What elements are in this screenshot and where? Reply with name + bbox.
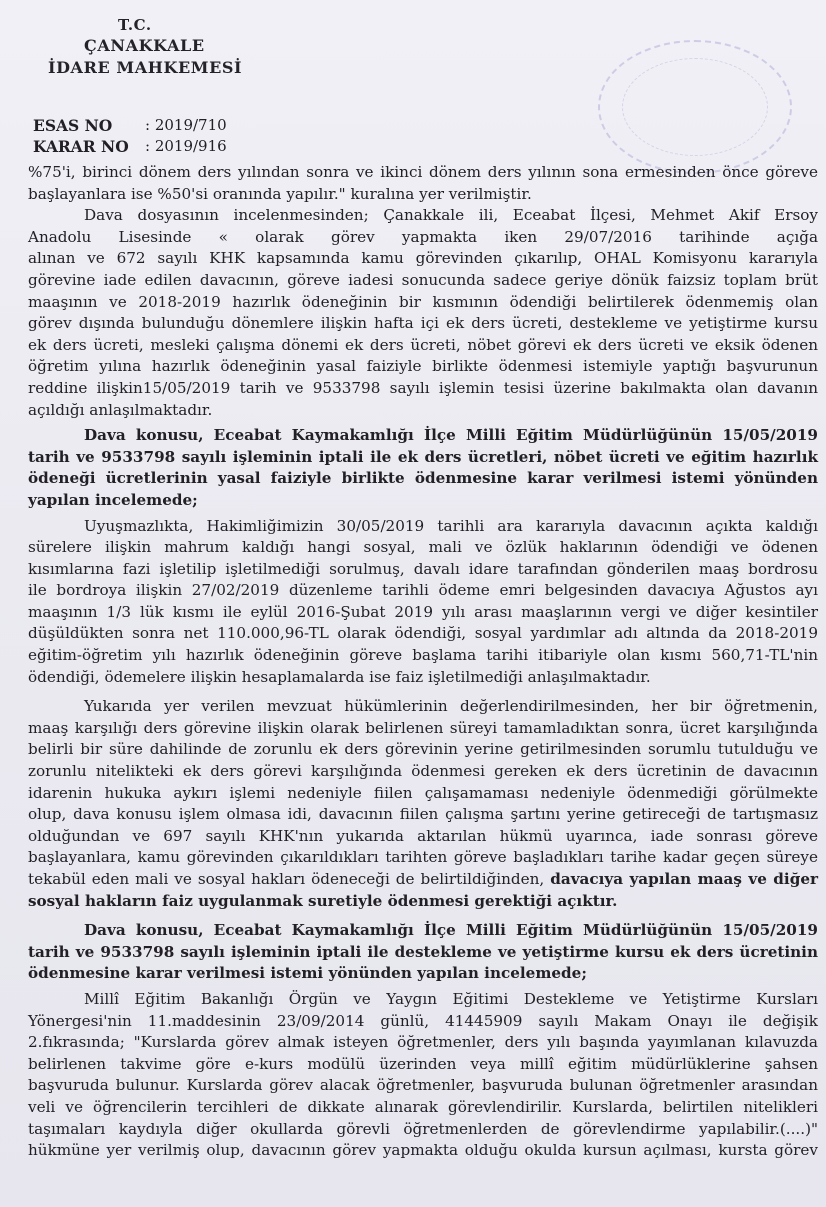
text-line <box>28 400 818 422</box>
text-line <box>28 718 818 740</box>
header-city: ÇANAKKALE <box>84 36 205 55</box>
text-line-content: açıldığı anlaşılmaktadır. <box>28 400 213 419</box>
text-line-content: reddine ilişkin15/05/2019 tarih ve 9533798 sayılı işlemin tesisi üzerine bakılmakta olan davanın <box>28 378 818 397</box>
text-line-content: tarih ve 9533798 sayılı işleminin iptali ile ek ders ücretleri, nöbet ücreti ve eğitim hazırlık <box>28 447 818 466</box>
document-body <box>28 162 818 1162</box>
text-line <box>28 356 818 378</box>
text-line <box>28 516 818 538</box>
text-line <box>28 602 818 624</box>
text-line <box>28 826 818 848</box>
text-line <box>28 468 818 490</box>
text-line <box>28 942 818 964</box>
header-court: İDARE MAHKEMESİ <box>48 58 243 77</box>
text-line <box>28 580 818 602</box>
text-line-bold-tail: davacıya yapılan maaş ve diğer <box>550 870 818 888</box>
text-line-content: olup, dava konusu işlem olmasa idi, davacının fiilen çalışma şartını yerine getireceği de tartışmasız <box>28 805 818 824</box>
text-line <box>28 920 818 942</box>
text-line-content: eğitim-öğretim yılı hazırlık ödeneğinin göreve başlama tarihi itibariyle olan kısmı 560,71-TL'nin <box>28 646 818 665</box>
text-line-content: Dava dosyasının incelenmesinden; Çanakkale ili, Eceabat İlçesi, Mehmet Akif Ersoy <box>84 206 818 225</box>
text-line-content: Yönergesi'nin 11.maddesinin 23/09/2014 günlü, 41445909 sayılı Makam Onayı ile değişik <box>28 1011 818 1030</box>
text-line-content: maaşının ve 2018-2019 hazırlık ödeneğinin bir kısmının ödendiği belirtilerek ödenmemiş olan <box>28 292 818 311</box>
text-line-content: maaşının 1/3 lük kısmı ile eylül 2016-Şubat 2019 yılı arası maaşlarının vergi ve diğer kesintiler <box>28 602 818 621</box>
text-line <box>28 1011 818 1033</box>
text-line-content: Anadolu Lisesinde « olarak görev yapmakta iken 29/07/2016 tarihinde açığa <box>28 227 818 246</box>
text-line-content: maaş karşılığı ders görevine ilişkin olarak belirlenen süreyi tamamladıktan sonra, ücret karşılığında <box>28 718 818 737</box>
text-line <box>28 537 818 559</box>
karar-no-label: KARAR NO <box>33 137 129 156</box>
text-line <box>28 447 818 469</box>
text-line-content: kısımlarına fazi işletilip işletilmediği sorulmuş, davalı idare tarafından gönderilen maaş bordrosu <box>28 559 818 578</box>
text-line <box>28 162 818 184</box>
text-line <box>28 425 818 447</box>
text-line <box>28 559 818 581</box>
text-line-content: taşımaları kaydıyla diğer okullarda görevli öğretmenlerden de görevlendirme yapılabilir.(....)" <box>28 1119 818 1138</box>
text-line <box>28 804 818 826</box>
text-line <box>28 1140 818 1162</box>
text-line-content: tarih ve 9533798 sayılı işleminin iptali ile destekleme ve yetiştirme kursu ek ders ücretinin <box>28 942 818 961</box>
text-line <box>28 645 818 667</box>
text-line <box>28 783 818 805</box>
text-line <box>28 847 818 869</box>
text-line <box>28 248 818 270</box>
text-line-content: düşüldükten sonra net 110.000,96-TL olarak ödendiği, sosyal yardımlar adı altında da 2018-2019 <box>28 624 818 643</box>
text-line <box>28 292 818 314</box>
text-line-content: başvuruda bulunur. Kurslarda görev alacak öğretmenler, başvuruda bulunan öğretmenler arasından <box>28 1076 818 1095</box>
esas-no-row <box>33 116 353 138</box>
text-line-content: ödeneği ücretlerinin yasal faiziyle birlikte ödenmesine karar verilmesi istemi yönünden <box>28 469 818 488</box>
text-line <box>28 963 818 985</box>
esas-no-label: ESAS NO <box>33 116 113 135</box>
text-line <box>28 227 818 249</box>
text-line-content: belirli bir süre dahilinde de zorunlu ek ders görevinin yerine getirilmesinden sorumlu tutulduğu ve <box>28 740 818 759</box>
karar-no-value: : 2019/916 <box>145 137 227 155</box>
text-line <box>28 313 818 335</box>
text-line-content: hükmüne yer verilmiş olup, davacının görev yapmakta olduğu okulda kursun açılması, kursta görev <box>28 1141 818 1160</box>
text-line-content: başlayanlara ise %50'si oranında yapılır." kuralına yer verilmiştir. <box>28 184 532 203</box>
header-tc: T.C. <box>118 16 152 34</box>
text-line-content: Yukarıda yer verilen mevzuat hükümlerinin değerlendirilmesinden, her bir öğretmenin, <box>84 697 818 716</box>
text-line-content: Dava konusu, Eceabat Kaymakamlığı İlçe Milli Eğitim Müdürlüğünün 15/05/2019 <box>84 426 818 445</box>
faded-seal-stamp <box>598 40 792 174</box>
text-line-content: ödenmesine karar verilmesi istemi yönünden yapılan incelemede; <box>28 964 587 983</box>
text-line-content: görevine iade edilen davacının, göreve iadesi sonucunda sadece geriye dönük faizsiz toplam brüt <box>28 270 818 289</box>
text-line-content: 2.fıkrasında; "Kurslarda görev almak isteyen öğretmenler, ders yılı başında yayımlanan kılavuzda <box>28 1033 818 1052</box>
text-line-content: zorunlu nitelikteki ek ders görevi karşılığında ödenmesi gereken ek ders ücretinin de davacının <box>28 762 818 781</box>
text-line <box>28 378 818 400</box>
text-line-content: Dava konusu, Eceabat Kaymakamlığı İlçe Milli Eğitim Müdürlüğünün 15/05/2019 <box>84 921 818 940</box>
text-line <box>28 891 818 913</box>
text-line-content: ile bordroya ilişkin 27/02/2019 düzenleme tarihli ödeme emri belgesinden davacıya Ağustos ayı <box>28 581 818 600</box>
text-line <box>28 1032 818 1054</box>
document-header <box>0 0 826 160</box>
text-line <box>28 335 818 357</box>
text-line-content: Uyuşmazlıkta, Hakimliğimizin 30/05/2019 tarihli ara kararıyla davacının açıkta kaldığı <box>84 516 818 535</box>
text-line-content: öğretim yılına hazırlık ödeneğinin yasal faiziyle birlikte ödenmesi istemiyle yaptığı başvurunun <box>28 357 818 376</box>
text-line <box>28 667 818 689</box>
text-line-content: ek ders ücreti, mesleki çalışma dönemi ek ders ücreti, nöbet görevi ek ders ücreti ve eksik ödenen <box>28 335 818 354</box>
text-line-content: sürelere ilişkin mahrum kaldığı hangi sosyal, mali ve özlük haklarının ödendiği ve ödenen <box>28 538 818 557</box>
karar-no-row <box>33 137 353 159</box>
text-line <box>28 270 818 292</box>
text-line-content: tekabül eden mali ve sosyal hakları ödeneceği de belirtildiğinden, <box>28 870 545 888</box>
text-line <box>28 696 818 718</box>
text-line <box>28 1097 818 1119</box>
esas-no-value: : 2019/710 <box>145 116 227 134</box>
text-line <box>28 761 818 783</box>
text-line <box>28 205 818 227</box>
text-line-content: yapılan incelemede; <box>28 490 198 509</box>
text-line-content: veli ve öğrencilerin tercihleri de dikkate alınarak görevlendirilir. Kurslarda, belirtilen nitelikleri <box>28 1097 818 1116</box>
text-line <box>28 989 818 1011</box>
text-line-content: alınan ve 672 sayılı KHK kapsamında kamu görevinden çıkarılıp, OHAL Komisyonu kararıyla <box>28 249 818 268</box>
text-line-content: belirlenen takvime göre e-kurs modülü üzerinden veya millî eğitim müdürlüklerine şahsen <box>28 1054 818 1073</box>
text-line <box>28 1119 818 1141</box>
text-line <box>28 1054 818 1076</box>
text-line-content: başlayanlara, kamu görevinden çıkarıldıkları tarihten göreve başladıkları tarihe kadar geçen süreye <box>28 848 818 867</box>
text-line-content: idarenin hukuka aykırı işlemi nedeniyle fiilen çalışamaması nedeniyle ödenmediği görülmekte <box>28 783 818 802</box>
text-line <box>28 184 818 206</box>
text-line <box>28 490 818 512</box>
text-line-content: Millî Eğitim Bakanlığı Örgün ve Yaygın Eğitimi Destekleme ve Yetiştirme Kursları <box>84 989 818 1008</box>
text-line-content: görev dışında bulunduğu dönemlere ilişkin hafta içi ek ders ücreti, destekleme ve yetiştirme kursu <box>28 314 818 333</box>
text-line <box>28 623 818 645</box>
text-line-content: olduğundan ve 697 sayılı KHK'nın yukarıda aktarılan hükmü uyarınca, iade sonrası göreve <box>28 826 818 845</box>
text-line <box>28 869 818 891</box>
text-line-content: sosyal hakların faiz uygulanmak suretiyle ödenmesi gerektiği açıktır. <box>28 891 618 910</box>
text-line <box>28 739 818 761</box>
text-line <box>28 1075 818 1097</box>
text-line-content: ödendiği, ödemelere ilişkin hesaplamalarda ise faiz işletilmediği anlaşılmaktadır. <box>28 667 651 686</box>
text-line-content: %75'i, birinci dönem ders yılından sonra ve ikinci dönem ders yılının sona ermesinden önce göreve <box>28 163 818 181</box>
